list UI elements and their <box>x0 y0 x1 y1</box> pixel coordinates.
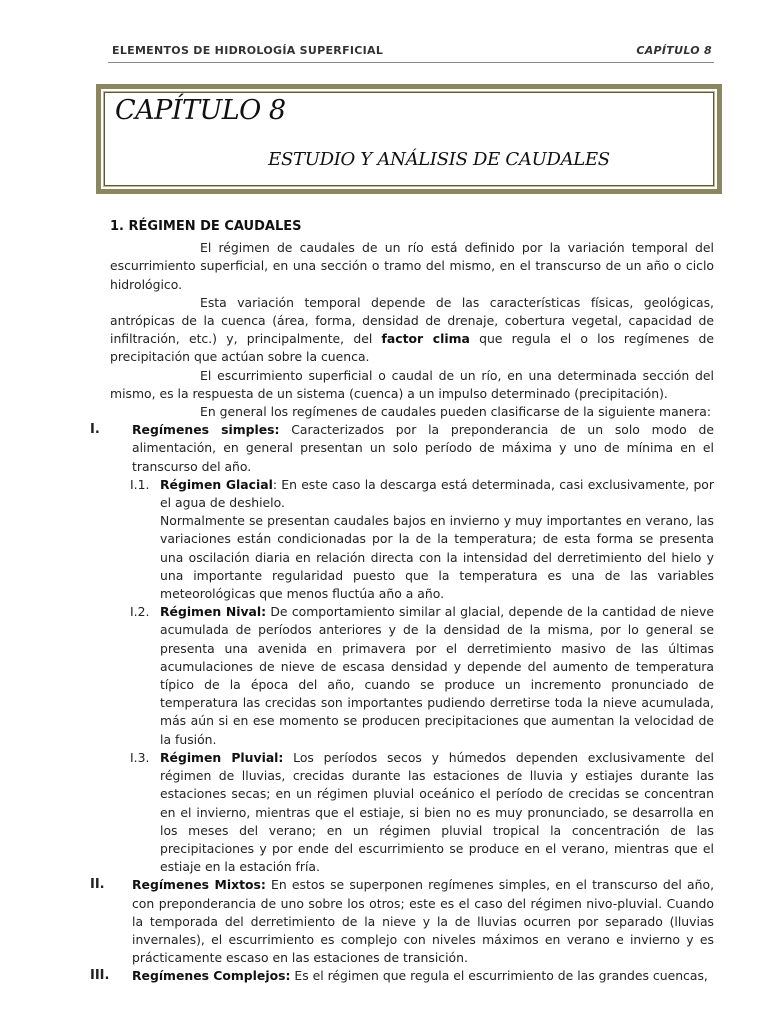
body-content <box>90 218 715 986</box>
item-lead: Regímenes Complejos: <box>132 968 291 984</box>
header-book-title: ELEMENTOS DE HIDROLOGÍA SUPERFICIAL <box>112 44 384 57</box>
item-text: De comportamiento similar al glacial, depende de la cantidad de nieve acumulada de períodos anteriores y de la densidad de la misma, por lo general se presenta una avenida en primavera por el derretimiento masivo de las últimas acumulaciones de nieve de escasa densidad y depende del aumento de temperatura típico de la época del año, cuando se produce un incremento pronunciado de temperatura las crecidas son importantes pudiendo derretirse toda la nieve acumulada, más aún si en ese momento se producen precipitaciones que aumentan la velocidad de la fusión. <box>160 604 714 747</box>
paragraph-2-bold-term: factor clima <box>381 331 470 347</box>
sublist-item-regimen-glacial <box>110 476 714 603</box>
paragraph-2-part-a: Esta variación temporal depende de las características físicas, geológicas, antrópicas de la cuenca (área, forma, densidad de drenaje, cobertura vegetal, capacidad de infiltración, etc.) y, principalmente, del <box>110 294 714 347</box>
chapter-title: CAPÍTULO 8 <box>115 95 286 126</box>
paragraph-4: En general los regímenes de caudales pueden clasificarse de la siguiente manera: <box>200 404 712 420</box>
item-text: : En este caso la descarga está determinada, casi exclusivamente, por el agua de deshielo. <box>160 476 714 511</box>
item-lead: Regímenes Mixtos: <box>132 877 266 893</box>
paragraph-2 <box>110 294 714 367</box>
item-lead: Régimen Glacial <box>160 476 273 492</box>
sub-number: I.2. <box>130 604 150 620</box>
sublist-item-regimen-pluvial <box>110 749 714 876</box>
item-lead: Regímenes simples: <box>132 422 280 438</box>
list-item-regimenes-complejos <box>90 967 714 985</box>
item-lead: Régimen Pluvial: <box>160 749 284 765</box>
sublist-item-regimen-nival <box>110 603 714 749</box>
chapter-title-box <box>96 84 722 194</box>
section-heading: 1. RÉGIMEN DE CAUDALES <box>110 219 302 234</box>
list-item-regimenes-mixtos <box>90 876 715 967</box>
roman-numeral: III. <box>90 968 110 984</box>
paragraph-3: El escurrimiento superficial o caudal de un río, en una determinada sección del mismo, es la respuesta de un sistema (cuenca) a un impulso determinado (precipitación). <box>110 367 714 401</box>
list-item-regimenes-simples <box>90 421 714 476</box>
roman-numeral: I. <box>90 422 100 438</box>
chapter-subtitle: ESTUDIO Y ANÁLISIS DE CAUDALES <box>268 149 610 170</box>
item-text: Los períodos secos y húmedos dependen exclusivamente del régimen de lluvias, crecidas durante las estaciones de lluvia y estiajes durante las estaciones secas; en un régimen pluvial oceánico el período de crecidas se concentran en el invierno, mientras que el estiaje, si bien no es muy pronunciado, se desarrolla en los meses del verano; en un régimen pluvial tropical la concentración de las precipitaciones y por ende del escurrimiento se produce en el verano, mientras que el estiaje en la estación fría. <box>160 749 714 875</box>
roman-numeral: II. <box>90 877 105 893</box>
item-text: Es el régimen que regula el escurrimiento de las grandes cuencas, <box>290 968 708 984</box>
sub-number: I.3. <box>130 749 150 765</box>
header-chapter-label: CAPÍTULO 8 <box>636 44 712 57</box>
item-text: En estos se superponen regímenes simples, en el transcurso del año, con preponderancia de uno sobre los otros; este es el caso del régimen nivo-pluvial. Cuando la temporada del derretimiento de la nieve y la de lluvias ocurren por separado (lluvias invernales), el escurrimiento es complejo con niveles máximos en verano e invierno y es prácticamente escaso en las estaciones de transición. <box>132 877 715 966</box>
paragraph-2-part-c: que regula el o los regímenes de precipitación que actúan sobre la cuenca. <box>110 331 714 365</box>
sub-number: I.1. <box>130 476 150 492</box>
running-header <box>108 44 714 63</box>
item-text: Caracterizados por la preponderancia de un solo modo de alimentación, en general presentan un solo período de máxima y uno de mínima en el transcurso del año. <box>132 422 714 474</box>
paragraph-1: El régimen de caudales de un río está definido por la variación temporal del escurrimiento superficial, en una sección o tramo del mismo, en el transcurso de un año o ciclo hidrológico. <box>110 240 714 292</box>
item-lead: Régimen Nival: <box>160 604 267 620</box>
item-continuation: Normalmente se presentan caudales bajos en invierno y muy importantes en verano, las variaciones están condicionadas por la de la temperatura; de esta forma se presenta una oscilación diaria en relación directa con la intensidad del derretimiento del hielo y una importante regularidad puesto que la temperatura es una de las variables meteorológicas que menos fluctúa año a año. <box>160 513 714 602</box>
